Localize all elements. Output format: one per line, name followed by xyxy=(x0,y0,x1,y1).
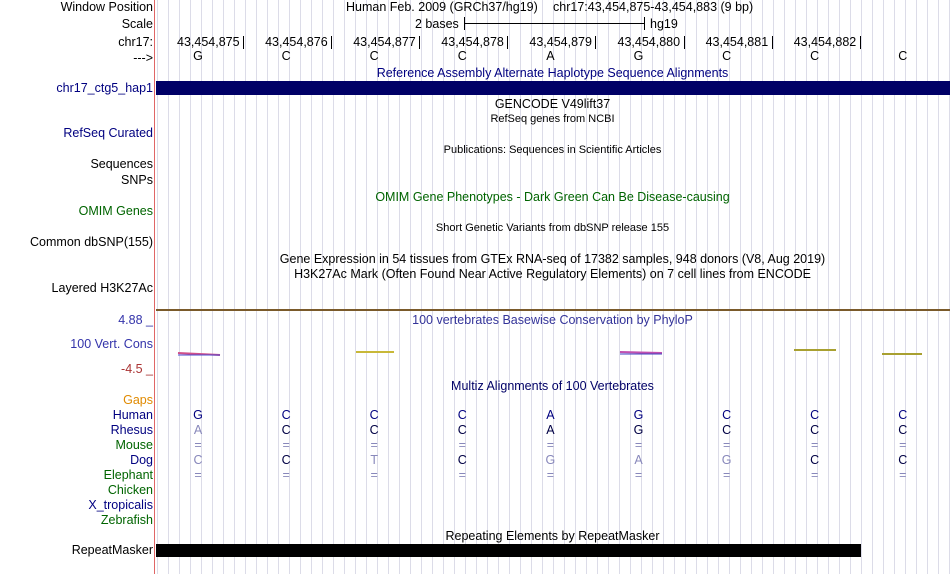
species-label-rhesus[interactable]: Rhesus xyxy=(110,423,153,437)
h3k27ac-track-title[interactable]: H3K27Ac Mark (Often Found Near Active Regulatory Elements) on 7 cell lines from ENCODE xyxy=(294,267,811,281)
species-base: C xyxy=(281,408,291,422)
gencode-track-title[interactable]: GENCODE V49lift37 xyxy=(494,97,611,111)
species-base: = xyxy=(370,468,378,482)
chrom-label: chr17: xyxy=(118,35,153,49)
species-label-chicken[interactable]: Chicken xyxy=(107,483,153,497)
species-base: C xyxy=(369,408,379,422)
species-base: A xyxy=(546,423,555,437)
species-base: = xyxy=(899,468,907,482)
base-letter: G xyxy=(633,49,644,63)
species-base: = xyxy=(282,438,290,452)
species-base: C xyxy=(457,408,467,422)
species-label-dog[interactable]: Dog xyxy=(130,453,153,467)
coordinate-tick xyxy=(595,36,596,49)
repeatmasker-label[interactable]: RepeatMasker xyxy=(71,543,153,557)
species-base: = xyxy=(722,468,731,482)
base-letter: C xyxy=(722,49,732,63)
species-label-gaps[interactable]: Gaps xyxy=(123,393,153,407)
repeatmasker-element[interactable] xyxy=(156,544,861,557)
species-base: = xyxy=(458,468,466,482)
h3k27ac-signal-line[interactable] xyxy=(156,309,950,311)
omim-track-title[interactable]: OMIM Gene Phenotypes - Dark Green Can Be Disease-causing xyxy=(375,190,730,204)
species-label-elephant[interactable]: Elephant xyxy=(103,468,153,482)
species-base: = xyxy=(811,468,819,482)
species-base: = xyxy=(546,468,555,482)
label-separator xyxy=(154,0,155,574)
snps-label[interactable]: SNPs xyxy=(121,173,153,187)
species-base: T xyxy=(370,453,378,467)
species-base: A xyxy=(634,453,643,467)
coordinate-tick xyxy=(419,36,420,49)
coordinate-label: 43,454,877 xyxy=(353,35,416,49)
species-base: C xyxy=(898,453,908,467)
multiz-track-title[interactable]: Multiz Alignments of 100 Vertebrates xyxy=(451,379,654,393)
species-base: C xyxy=(810,453,820,467)
base-letter: C xyxy=(369,49,379,63)
cons-track-label[interactable]: 100 Vert. Cons xyxy=(70,337,153,351)
assembly-name: Human Feb. 2009 (GRCh37/hg19) xyxy=(346,0,538,14)
species-base: C xyxy=(193,453,203,467)
species-base: = xyxy=(634,438,643,452)
phylop-mark-1 xyxy=(178,353,220,355)
coordinate-label: 43,454,876 xyxy=(265,35,328,49)
species-label-human[interactable]: Human xyxy=(112,408,153,422)
coordinate-tick xyxy=(772,36,773,49)
species-base: C xyxy=(898,423,908,437)
species-base: = xyxy=(811,438,819,452)
strand-arrow-label: ---> xyxy=(133,51,153,65)
repeatmasker-track-title[interactable]: Repeating Elements by RepeatMasker xyxy=(445,529,660,543)
cons-max-value: 4.88 _ xyxy=(118,313,153,327)
refseq-label[interactable]: RefSeq Curated xyxy=(63,126,153,140)
scale-db: hg19 xyxy=(650,17,678,31)
species-base: C xyxy=(457,453,467,467)
species-base: = xyxy=(634,468,643,482)
base-letter: C xyxy=(810,49,820,63)
sequences-label[interactable]: Sequences xyxy=(90,157,153,171)
species-base: C xyxy=(722,423,732,437)
species-base: C xyxy=(457,423,467,437)
species-base: G xyxy=(633,423,644,437)
publications-track-title[interactable]: Publications: Sequences in Scientific Articles xyxy=(443,144,662,156)
coordinate-label: 43,454,882 xyxy=(793,35,857,49)
coordinate-tick xyxy=(243,36,244,49)
scale-label: Scale xyxy=(121,17,153,31)
species-base: = xyxy=(194,438,202,452)
species-base: C xyxy=(810,408,820,422)
species-base: = xyxy=(194,468,202,482)
alt-haplotype-bar[interactable] xyxy=(156,81,950,95)
scale-bar-right xyxy=(644,17,645,30)
base-letter: C xyxy=(281,49,291,63)
species-base: = xyxy=(458,438,466,452)
species-label-mouse[interactable]: Mouse xyxy=(115,438,153,452)
gtex-track-title[interactable]: Gene Expression in 54 tissues from GTEx RNA-seq of 17382 samples, 948 donors (V8, Aug 2019) xyxy=(279,252,826,266)
coordinate-tick xyxy=(331,36,332,49)
cons-min-value: -4.5 _ xyxy=(121,362,153,376)
species-label-x_tropicalis[interactable]: X_tropicalis xyxy=(88,498,153,512)
coordinate-tick xyxy=(684,36,685,49)
species-base: A xyxy=(546,408,555,422)
window-position-label: Window Position xyxy=(60,0,153,14)
coordinate-label: 43,454,879 xyxy=(529,35,592,49)
species-base: C xyxy=(281,423,291,437)
refseq-track-title[interactable]: RefSeq genes from NCBI xyxy=(490,113,615,125)
alt-haplotype-label[interactable]: chr17_ctg5_hap1 xyxy=(56,81,153,95)
species-base: G xyxy=(721,453,732,467)
coordinate-tick xyxy=(860,36,861,49)
h3k27ac-label[interactable]: Layered H3K27Ac xyxy=(51,281,153,295)
species-base: = xyxy=(282,468,290,482)
coordinate-label: 43,454,878 xyxy=(441,35,504,49)
window-position-value[interactable]: chr17:43,454,875-43,454,883 (9 bp) xyxy=(553,0,754,14)
species-base: C xyxy=(810,423,820,437)
species-base: C xyxy=(281,453,291,467)
base-letter: C xyxy=(898,49,908,63)
base-letter: A xyxy=(546,49,555,63)
scale-text: 2 bases xyxy=(415,17,459,31)
phylop-track-title[interactable]: 100 vertebrates Basewise Conservation by PhyloP xyxy=(412,313,693,327)
species-base: G xyxy=(545,453,556,467)
dbsnp-track-title[interactable]: Short Genetic Variants from dbSNP release 155 xyxy=(435,222,670,234)
coordinate-label: 43,454,875 xyxy=(177,35,240,49)
coordinate-tick xyxy=(507,36,508,49)
alt-haplotype-track-title[interactable]: Reference Assembly Alternate Haplotype Sequence Alignments xyxy=(376,66,729,80)
species-base: = xyxy=(370,438,378,452)
species-label-zebrafish[interactable]: Zebrafish xyxy=(100,513,153,527)
species-base: C xyxy=(722,408,732,422)
species-base: A xyxy=(193,423,203,437)
species-base: = xyxy=(899,438,907,452)
base-letter: G xyxy=(193,49,203,63)
species-base: C xyxy=(369,423,379,437)
species-base: G xyxy=(193,408,203,422)
base-letter: C xyxy=(457,49,467,63)
species-base: G xyxy=(633,408,644,422)
species-base: = xyxy=(722,438,731,452)
coordinate-label: 43,454,880 xyxy=(617,35,681,49)
species-base: C xyxy=(898,408,908,422)
scale-bar xyxy=(464,23,645,24)
coordinate-label: 43,454,881 xyxy=(705,35,769,49)
dbsnp-label[interactable]: Common dbSNP(155) xyxy=(30,235,153,249)
omim-label[interactable]: OMIM Genes xyxy=(78,204,153,218)
species-base: = xyxy=(546,438,555,452)
phylop-graph[interactable] xyxy=(156,340,950,362)
phylop-mark-3 xyxy=(620,352,662,354)
